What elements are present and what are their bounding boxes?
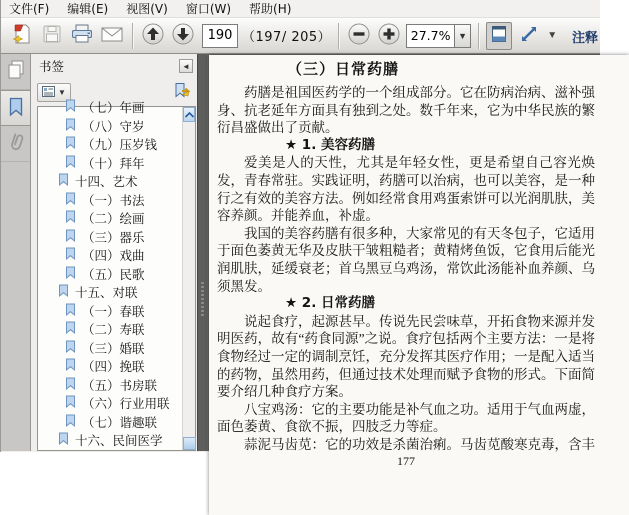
bookmark-item-label: （一）春联: [82, 303, 145, 319]
menu-window[interactable]: 窗口(W): [185, 2, 232, 16]
bookmark-icon: [65, 266, 76, 282]
bookmark-item-label: （五）民歌: [82, 266, 145, 282]
bookmark-item-label: （三）器乐: [82, 229, 145, 245]
bookmarks-tree: [38, 100, 182, 450]
print-button[interactable]: [69, 22, 95, 50]
fullscreen-button[interactable]: [516, 22, 542, 50]
bookmark-item[interactable]: [38, 320, 182, 339]
bookmarks-tree-panel: [37, 100, 196, 451]
zoom-dropdown-button[interactable]: [454, 24, 471, 48]
bookmark-icon: [65, 340, 76, 356]
bookmark-item[interactable]: [38, 265, 182, 284]
bookmark-icon: [65, 303, 76, 319]
document-paragraph: 我国的美容药膳有很多种，大家常见的有天冬包子，它适用于面色萎黄无华及皮肤干皱粗糙者；黄精烤鱼饭，它食用后能光润肌肤，延缓衰老；首乌黑豆乌鸡汤，常饮此汤能补血养颜、乌须黑发。: [217, 225, 595, 294]
bookmark-icon: [65, 99, 76, 115]
bookmark-item-label: （五）书房联: [82, 377, 158, 393]
bookmark-item-label: （二）寿联: [82, 322, 145, 338]
bookmark-item[interactable]: [38, 209, 182, 228]
toolbar-separator: [338, 23, 339, 49]
menu-file[interactable]: 文件(F): [9, 2, 50, 16]
toolbar: [1, 18, 600, 54]
pages-panel-tab[interactable]: [1, 54, 30, 90]
document-paragraph: 八宝鸡汤：它的主要功能是补气血之功。适用于气血两虚，面色萎黄、食欲不振，四肢乏力等症。: [217, 401, 595, 435]
document-paragraph: 蒜泥马齿苋：它的功效是杀菌治痢。马齿苋酸寒克毒，含丰: [244, 436, 595, 452]
bookmarks-panel-tab[interactable]: [1, 90, 30, 126]
bookmark-item-label: （七）谐趣联: [82, 414, 158, 430]
next-page-button[interactable]: [170, 22, 196, 50]
scrolling-mode-button[interactable]: [486, 22, 512, 50]
bookmark-item-label: （一）书法: [82, 192, 145, 208]
scrolling-mode-icon: [489, 24, 509, 47]
zoom-level-input[interactable]: [406, 24, 454, 48]
bookmark-item[interactable]: [38, 376, 182, 395]
zoom-out-icon: [347, 22, 371, 49]
bookmark-icon: [65, 118, 76, 134]
sidebar-title: 书签: [39, 59, 65, 74]
scrollbar-up-button[interactable]: [183, 107, 195, 122]
menu-bar: [1, 0, 600, 18]
bookmark-item-label: （二）绘画: [82, 211, 145, 227]
bookmark-item-label: （七）年画: [82, 100, 145, 116]
document-paragraph: 药膳是祖国医药学的一个组成部分。它在防病治病、滋补强身、抗老延年方面具有独到之处。数千年来，它为中华民族的繁衍昌盛做出了贡献。: [217, 85, 595, 136]
chevron-down-icon: ▼: [458, 30, 468, 41]
bookmark-icon: [65, 136, 76, 152]
zoom-level-combo: [406, 24, 471, 48]
pages-icon: [6, 59, 26, 84]
page-number-input[interactable]: [202, 24, 238, 48]
toolbar-overflow-button[interactable]: [544, 24, 560, 48]
email-icon: [100, 25, 124, 46]
navigation-tab-strip: [1, 54, 31, 451]
email-button[interactable]: [99, 22, 125, 50]
chevron-down-icon: ▼: [547, 30, 558, 41]
comments-label[interactable]: 注释: [572, 31, 599, 46]
bookmark-item-label: （十）拜年: [82, 155, 145, 171]
bookmark-item[interactable]: [38, 154, 182, 173]
menu-edit[interactable]: 编辑(E): [67, 2, 109, 16]
bookmark-item[interactable]: [38, 135, 182, 154]
save-button[interactable]: [39, 22, 65, 50]
sidebar-scrollbar[interactable]: [182, 107, 195, 450]
scrollbar-thumb[interactable]: [183, 437, 196, 450]
bookmark-icon: [65, 155, 76, 171]
bookmark-item-label: 十五、对联: [75, 285, 138, 301]
document-title: （三）日常药膳: [287, 60, 400, 78]
bookmark-item[interactable]: [38, 246, 182, 265]
bookmark-item[interactable]: [38, 117, 182, 136]
bookmark-item[interactable]: [38, 413, 182, 432]
document-text: [217, 84, 595, 453]
collapse-sidebar-button[interactable]: [179, 59, 193, 73]
bookmark-item-label: 十四、艺术: [75, 174, 138, 190]
document-heading: ★ 2. 日常药膳: [285, 295, 376, 312]
bookmark-item-label: （六）行业用联: [82, 396, 170, 412]
zoom-in-button[interactable]: [376, 22, 402, 50]
previous-page-button[interactable]: [140, 22, 166, 50]
document-paragraph: 爱美是人的天性，尤其是年轻女性，更是希望自己容光焕发，青春常驻。实践证明，药膳可以治病，也可以美容，是一种行之有效的美容方法。例如经常食用鸡蛋索饼可以光润肌肤，美容养颜。并能养血，补虚。: [217, 155, 595, 224]
open-button[interactable]: [9, 22, 35, 50]
bookmark-item[interactable]: [38, 302, 182, 321]
page-number: 177: [397, 454, 415, 469]
bookmark-icon: [58, 432, 69, 448]
bookmark-item[interactable]: [38, 431, 182, 450]
bookmark-item[interactable]: [38, 339, 182, 358]
bookmark-item[interactable]: [38, 191, 182, 210]
previous-page-icon: [141, 22, 165, 49]
bookmark-item[interactable]: [38, 228, 182, 247]
document-heading: ★ 1. 美容药膳: [285, 136, 376, 153]
sidebar-header: [31, 54, 197, 78]
zoom-in-icon: [377, 22, 401, 49]
bookmark-icon: [65, 395, 76, 411]
menu-view[interactable]: 视图(V): [126, 2, 168, 16]
bookmark-icon: [65, 414, 76, 430]
fullscreen-icon: [518, 23, 540, 48]
bookmark-item-label: （八）守岁: [82, 118, 145, 134]
bookmark-icon: [65, 210, 76, 226]
bookmark-item[interactable]: [38, 172, 182, 191]
bookmark-icon: [58, 284, 69, 300]
document-paragraph: 说起食疗，起源甚早。传说先民尝味草，开拓食物来源并发明医药，故有“药食同源”之说。食疗包括两个主要方法：一是将食物经过一定的调制烹饪，充分发挥其医疗作用；一是配入适当的药物，虽然用药，但通过技术处理而赋予食物的形式。下面简要介绍几种食疗方案。: [217, 313, 595, 400]
next-page-icon: [171, 22, 195, 49]
bookmark-item[interactable]: [38, 394, 182, 413]
attachments-panel-tab[interactable]: [1, 126, 30, 162]
bookmark-icon: [58, 173, 69, 189]
save-icon: [42, 24, 62, 47]
document-page: [209, 55, 629, 515]
bookmark-icon: [65, 229, 76, 245]
bookmark-item[interactable]: [38, 357, 182, 376]
zoom-out-button[interactable]: [346, 22, 372, 50]
toolbar-separator: [478, 23, 479, 49]
splitter-grip-icon: [201, 282, 204, 316]
bookmark-item[interactable]: [38, 283, 182, 302]
document-area[interactable]: [207, 54, 600, 469]
page-count-label: （197/ 205）: [242, 30, 332, 45]
paperclip-icon: [7, 131, 25, 156]
bookmark-item-label: （四）挽联: [82, 359, 145, 375]
menu-help[interactable]: 帮助(H): [249, 2, 292, 16]
open-icon: [11, 23, 33, 48]
bookmarks-sidebar: [31, 54, 197, 451]
bookmark-icon: [65, 192, 76, 208]
chevron-up-icon: [185, 112, 194, 118]
bookmark-item-label: （三）婚联: [82, 340, 145, 356]
bookmark-icon: [65, 247, 76, 263]
print-icon: [70, 23, 94, 48]
bookmark-item-label: （四）戏曲: [82, 248, 145, 264]
sidebar-splitter[interactable]: [197, 54, 207, 451]
bookmark-icon: [8, 97, 24, 120]
toolbar-separator: [132, 23, 133, 49]
bookmark-icon: [65, 321, 76, 337]
bookmark-item-label: 十六、民间医学: [75, 433, 163, 449]
app-body: [1, 54, 600, 469]
bookmark-item[interactable]: [38, 98, 182, 117]
bookmark-item-label: （九）压岁钱: [82, 137, 158, 153]
collapse-arrow-icon: ◄: [182, 61, 190, 71]
chevron-down-icon: ▼: [58, 87, 66, 97]
bookmark-icon: [65, 358, 76, 374]
bookmark-icon: [65, 377, 76, 393]
